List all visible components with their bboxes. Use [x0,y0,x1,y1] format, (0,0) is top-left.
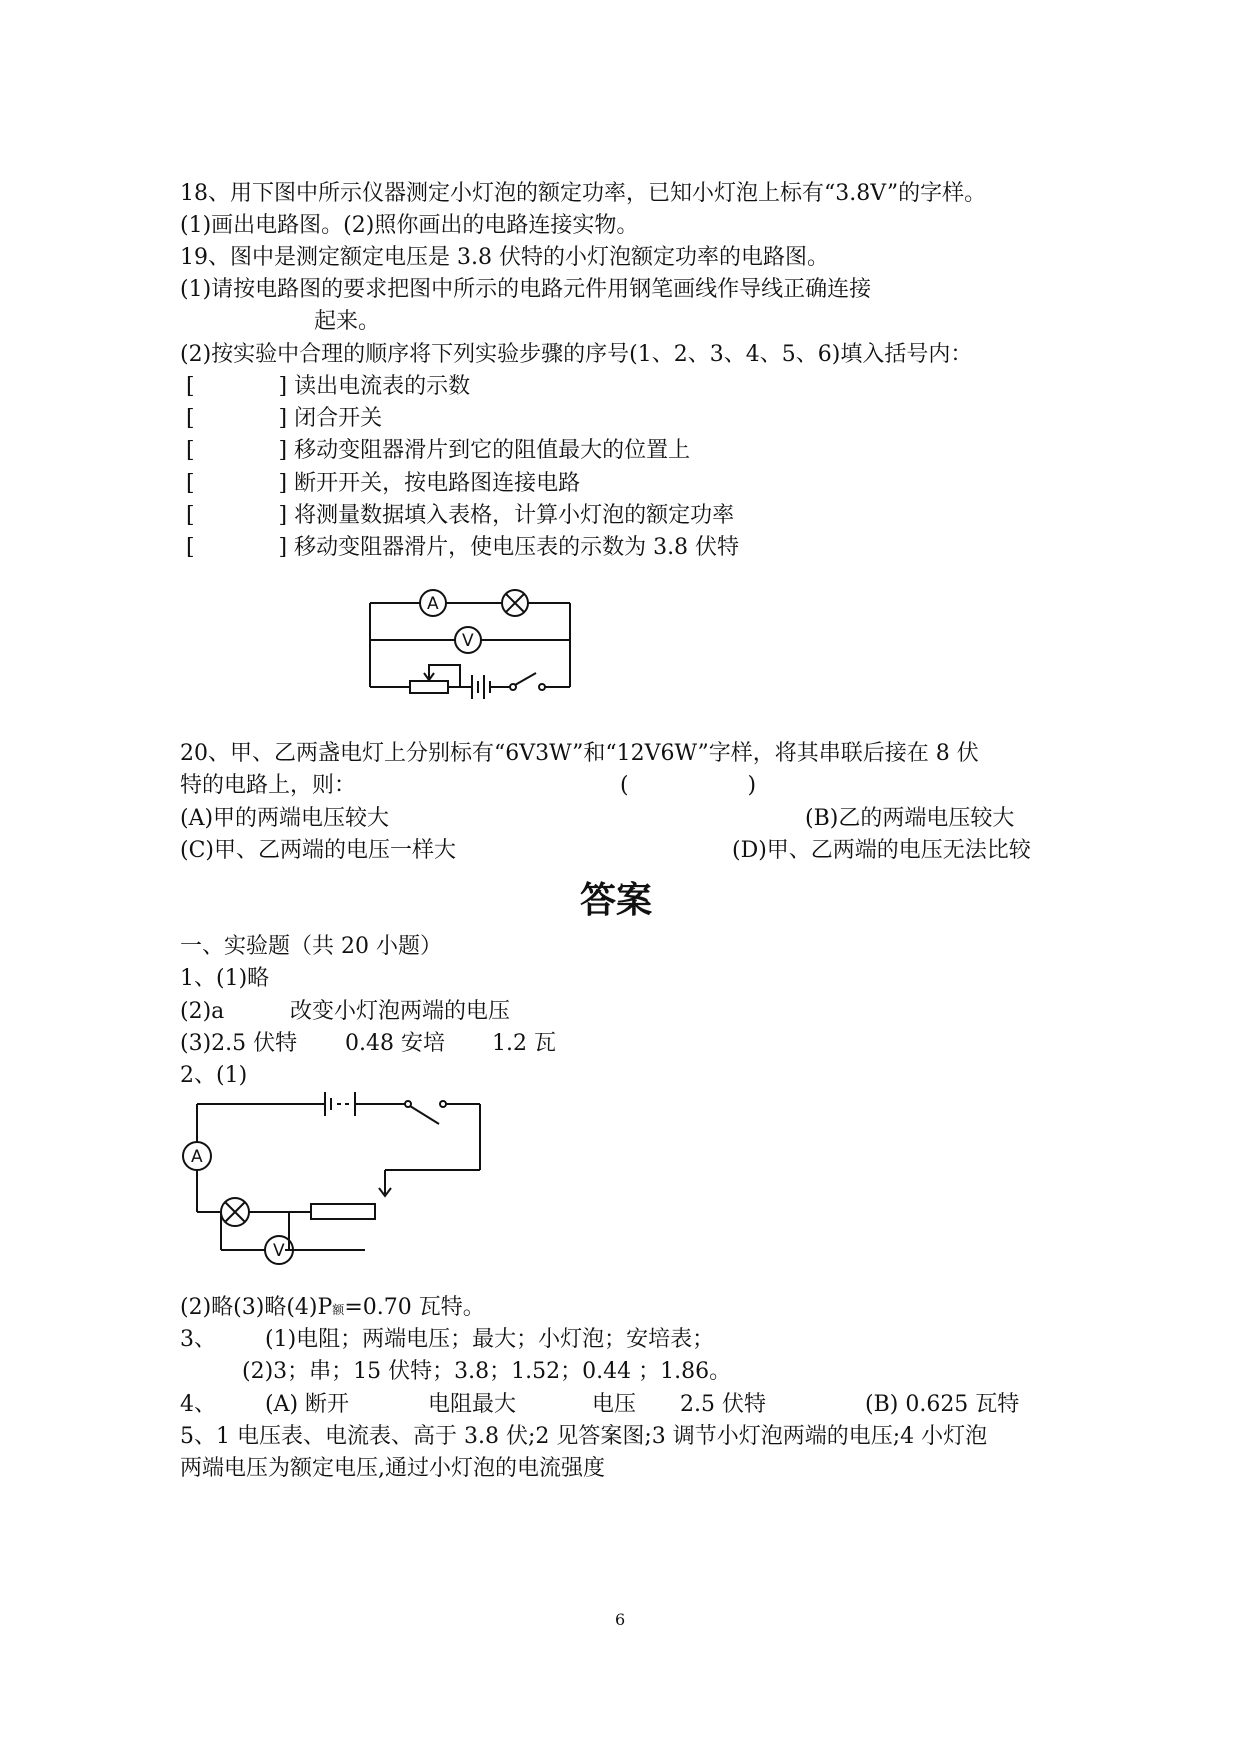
q18-line1: 18、用下图中所示仪器测定小灯泡的额定功率，已知小灯泡上标有“3.8V”的字样。 [180,181,987,206]
answer-4-e: (B) 0.625 瓦特 [865,1392,1020,1417]
answer-3-label: 3、 [180,1327,216,1352]
answer-4-d: 2.5 伏特 [680,1392,766,1417]
answer-4-a: (A) 断开 [265,1392,350,1417]
answer-2-2-subscript: 额 [332,1303,345,1317]
rheostat-symbol [311,1204,375,1219]
answer-2-1: 2、(1) [180,1063,248,1088]
answer-2-circuit-diagram [175,1090,495,1290]
q20-line2: 特的电路上，则： [180,773,357,798]
q20-option-a: (A)甲的两端电压较大 [180,806,390,831]
q20-option-d: (D)甲、乙两端的电压无法比较 [732,838,1031,863]
q20-answer-blank: ( ) [620,773,757,798]
q19-step: [ ] 断开开关，按电路图连接电路 [186,471,581,496]
answer-1-3-power: 1.2 瓦 [492,1031,556,1056]
answer-3-1: (1)电阻；两端电压；最大；小灯泡；安培表； [265,1327,715,1352]
q18-line2: (1)画出电路图。(2)照你画出的电路连接实物。 [180,213,639,238]
page-number: 6 [615,1610,626,1629]
q19-line4: (2)按实验中合理的顺序将下列实验步骤的序号(1、2、3、4、5、6)填入括号内： [180,342,973,367]
q19-step: [ ] 闭合开关 [186,406,383,431]
ammeter-label: A [427,594,439,614]
answer-3-2: (2)3；串；15 伏特；3.8；1.52；0.44 ；1.86。 [242,1359,732,1384]
answer-2-2-post: =0.70 瓦特。 [344,1295,485,1320]
q20-option-b: (B)乙的两端电压较大 [805,806,1015,831]
answer-4-b: 电阻最大 [428,1392,517,1417]
answer-5-line1: 5、1 电压表、电流表、高于 3.8 伏;2 见答案图;3 调节小灯泡两端的电压;4 小灯泡 [180,1424,988,1449]
answer-1-3-voltage: (3)2.5 伏特 [180,1031,298,1056]
q20-line1: 20、甲、乙两盏电灯上分别标有“6V3W”和“12V6W”字样，将其串联后接在 8 伏 [180,741,979,766]
answer-1-1: 1、(1)略 [180,966,270,991]
q19-step: [ ] 移动变阻器滑片，使电压表的示数为 3.8 伏特 [186,535,740,560]
ammeter-label: A [191,1147,203,1167]
q19-step: [ ] 移动变阻器滑片到它的阻值最大的位置上 [186,438,691,463]
rheostat-slider [429,665,460,687]
answer-2-2 [180,1294,485,1324]
q19-line1: 19、图中是测定额定电压是 3.8 伏特的小灯泡额定功率的电路图。 [180,245,829,270]
answers-section-heading: 一、实验题（共 20 小题） [180,934,442,959]
answer-1-2-label: (2)a [180,999,225,1024]
answer-5-line2: 两端电压为额定电压,通过小灯泡的电流强度 [180,1456,605,1481]
answer-1-2-text: 改变小灯泡两端的电压 [290,999,511,1024]
q19-circuit-diagram [360,585,580,695]
q19-line2: (1)请按电路图的要求把图中所示的电路元件用钢笔画线作导线正确连接 [180,277,872,302]
answer-4-c: 电压 [592,1392,637,1417]
voltmeter-label: V [462,631,474,651]
q19-step: [ ] 读出电流表的示数 [186,374,471,399]
answer-2-2-pre: (2)略(3)略(4)P [180,1295,333,1320]
voltmeter-label: V [273,1241,285,1261]
rheostat-symbol [410,681,448,693]
answer-4-label: 4、 [180,1392,216,1417]
answer-1-3-current: 0.48 安培 [345,1031,445,1056]
q19-step: [ ] 将测量数据填入表格，计算小灯泡的额定功率 [186,503,735,528]
q20-option-c: (C)甲、乙两端的电压一样大 [180,838,456,863]
q19-line3: 起来。 [314,309,381,334]
answers-title: 答案 [580,880,653,921]
